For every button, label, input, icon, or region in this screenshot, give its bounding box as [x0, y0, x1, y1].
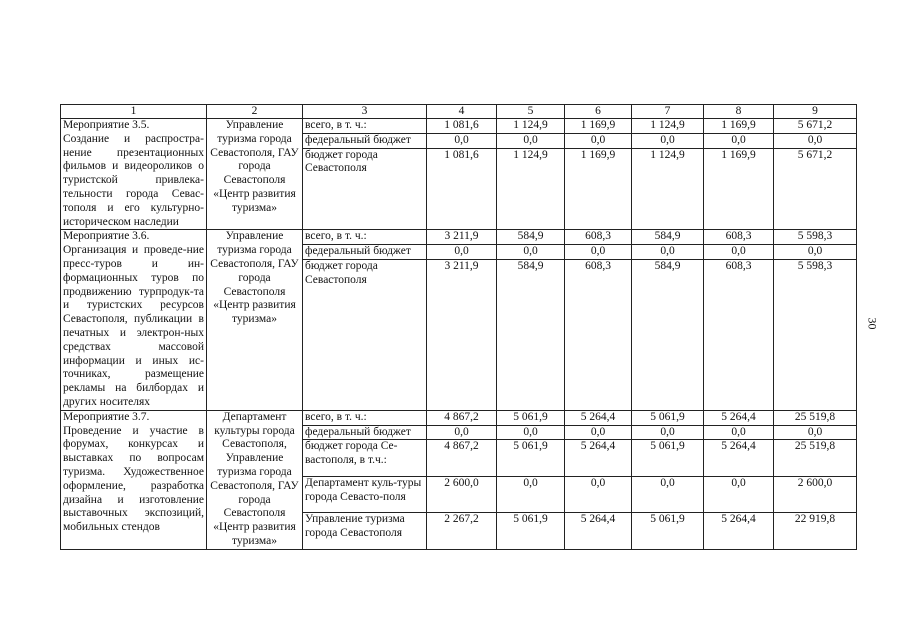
amount-cell: 608,3 [704, 259, 774, 410]
amount-cell: 0,0 [497, 425, 565, 440]
amount-cell: 2 267,2 [427, 513, 497, 549]
amount-cell: 22 919,8 [774, 513, 857, 549]
column-header: 8 [704, 105, 774, 119]
funding-source-cell: Управление туризма города Севастополя [303, 513, 427, 549]
amount-cell: 1 124,9 [632, 119, 704, 134]
amount-cell: 0,0 [632, 245, 704, 260]
table-row [61, 410, 857, 425]
amount-cell: 5 061,9 [497, 410, 565, 425]
activity-cell: Мероприятие 3.6. Организация и проведе-ние пресс-туров и ин-формационных туров по продвижению турпродук-та и туристских ресурсов Севастополя, публикации в печатных и электрон-ных средствах массовой информации и иных ис-точниках, размещение рекламы на билбордах и других носителях [61, 230, 207, 410]
amount-cell: 1 081,6 [427, 148, 497, 230]
amount-cell: 2 600,0 [427, 476, 497, 512]
amount-cell: 4 867,2 [427, 410, 497, 425]
amount-cell: 4 867,2 [427, 440, 497, 476]
amount-cell: 5 061,9 [497, 513, 565, 549]
funding-source-cell: всего, в т. ч.: [303, 119, 427, 134]
amount-cell: 0,0 [497, 133, 565, 148]
funding-source-cell: федеральный бюджет [303, 245, 427, 260]
amount-cell: 25 519,8 [774, 440, 857, 476]
amount-cell: 0,0 [497, 476, 565, 512]
funding-source-cell: бюджет города Севастополя [303, 259, 427, 410]
funding-source-cell: Департамент куль-туры города Севасто-поля [303, 476, 427, 512]
table-body [61, 105, 857, 550]
amount-cell: 1 169,9 [704, 148, 774, 230]
amount-cell: 3 211,9 [427, 230, 497, 245]
amount-cell: 5 264,4 [704, 410, 774, 425]
amount-cell: 5 061,9 [632, 440, 704, 476]
amount-cell: 584,9 [497, 259, 565, 410]
amount-cell: 584,9 [497, 230, 565, 245]
column-header: 5 [497, 105, 565, 119]
amount-cell: 0,0 [427, 133, 497, 148]
funding-source-cell: федеральный бюджет [303, 425, 427, 440]
amount-cell: 0,0 [565, 425, 632, 440]
amount-cell: 0,0 [704, 133, 774, 148]
amount-cell: 1 169,9 [565, 119, 632, 134]
page-number: 30 [865, 317, 880, 330]
table-row [61, 119, 857, 134]
amount-cell: 5 671,2 [774, 119, 857, 134]
responsible-cell: Департамент культуры города Севастополя, Управление туризма города Севастополя, ГАУ города Севастополя «Центр развития туризма» [207, 410, 303, 549]
activity-cell: Мероприятие 3.5. Создание и распростра-нение презентационных фильмов и видеороликов о туристской привлека-тельности города Севас-тополя и его культурно-историческом наследии [61, 119, 207, 230]
amount-cell: 5 598,3 [774, 259, 857, 410]
amount-cell: 5 598,3 [774, 230, 857, 245]
amount-cell: 5 061,9 [632, 513, 704, 549]
amount-cell: 0,0 [565, 133, 632, 148]
amount-cell: 3 211,9 [427, 259, 497, 410]
funding-source-cell: федеральный бюджет [303, 133, 427, 148]
budget-table [60, 104, 857, 550]
column-header: 9 [774, 105, 857, 119]
amount-cell: 584,9 [632, 230, 704, 245]
amount-cell: 1 169,9 [565, 148, 632, 230]
amount-cell: 5 671,2 [774, 148, 857, 230]
amount-cell: 0,0 [565, 476, 632, 512]
amount-cell: 0,0 [497, 245, 565, 260]
amount-cell: 0,0 [427, 425, 497, 440]
amount-cell: 5 264,4 [704, 513, 774, 549]
column-header: 1 [61, 105, 207, 119]
activity-cell: Мероприятие 3.7. Проведение и участие в форумах, конкурсах и выставках по вопросам туризма. Художественное оформление, разработка дизайна и изготовление выставочных экспозиций, мобильных стендов [61, 410, 207, 549]
amount-cell: 5 264,4 [704, 440, 774, 476]
amount-cell: 5 061,9 [632, 410, 704, 425]
amount-cell: 1 169,9 [704, 119, 774, 134]
responsible-cell: Управление туризма города Севастополя, ГАУ города Севастополя «Центр развития туризма» [207, 119, 303, 230]
amount-cell: 0,0 [632, 133, 704, 148]
amount-cell: 0,0 [774, 245, 857, 260]
amount-cell: 608,3 [704, 230, 774, 245]
amount-cell: 1 124,9 [632, 148, 704, 230]
amount-cell: 608,3 [565, 230, 632, 245]
amount-cell: 2 600,0 [774, 476, 857, 512]
amount-cell: 0,0 [704, 476, 774, 512]
amount-cell: 0,0 [774, 133, 857, 148]
column-header: 4 [427, 105, 497, 119]
amount-cell: 5 264,4 [565, 440, 632, 476]
amount-cell: 1 124,9 [497, 119, 565, 134]
amount-cell: 0,0 [565, 245, 632, 260]
amount-cell: 0,0 [632, 476, 704, 512]
amount-cell: 0,0 [427, 245, 497, 260]
amount-cell: 5 061,9 [497, 440, 565, 476]
amount-cell: 5 264,4 [565, 410, 632, 425]
column-header: 6 [565, 105, 632, 119]
amount-cell: 584,9 [632, 259, 704, 410]
funding-source-cell: всего, в т. ч.: [303, 410, 427, 425]
amount-cell: 608,3 [565, 259, 632, 410]
header-row [61, 105, 857, 119]
funding-source-cell: всего, в т. ч.: [303, 230, 427, 245]
column-header: 2 [207, 105, 303, 119]
amount-cell: 0,0 [774, 425, 857, 440]
amount-cell: 25 519,8 [774, 410, 857, 425]
amount-cell: 1 124,9 [497, 148, 565, 230]
funding-source-cell: бюджет города Севастополя [303, 148, 427, 230]
column-header: 7 [632, 105, 704, 119]
responsible-cell: Управление туризма города Севастополя, ГАУ города Севастополя «Центр развития туризма» [207, 230, 303, 410]
table-row [61, 230, 857, 245]
funding-source-cell: бюджет города Се-вастополя, в т.ч.: [303, 440, 427, 476]
amount-cell: 0,0 [704, 245, 774, 260]
column-header: 3 [303, 105, 427, 119]
amount-cell: 0,0 [632, 425, 704, 440]
amount-cell: 5 264,4 [565, 513, 632, 549]
amount-cell: 0,0 [704, 425, 774, 440]
amount-cell: 1 081,6 [427, 119, 497, 134]
